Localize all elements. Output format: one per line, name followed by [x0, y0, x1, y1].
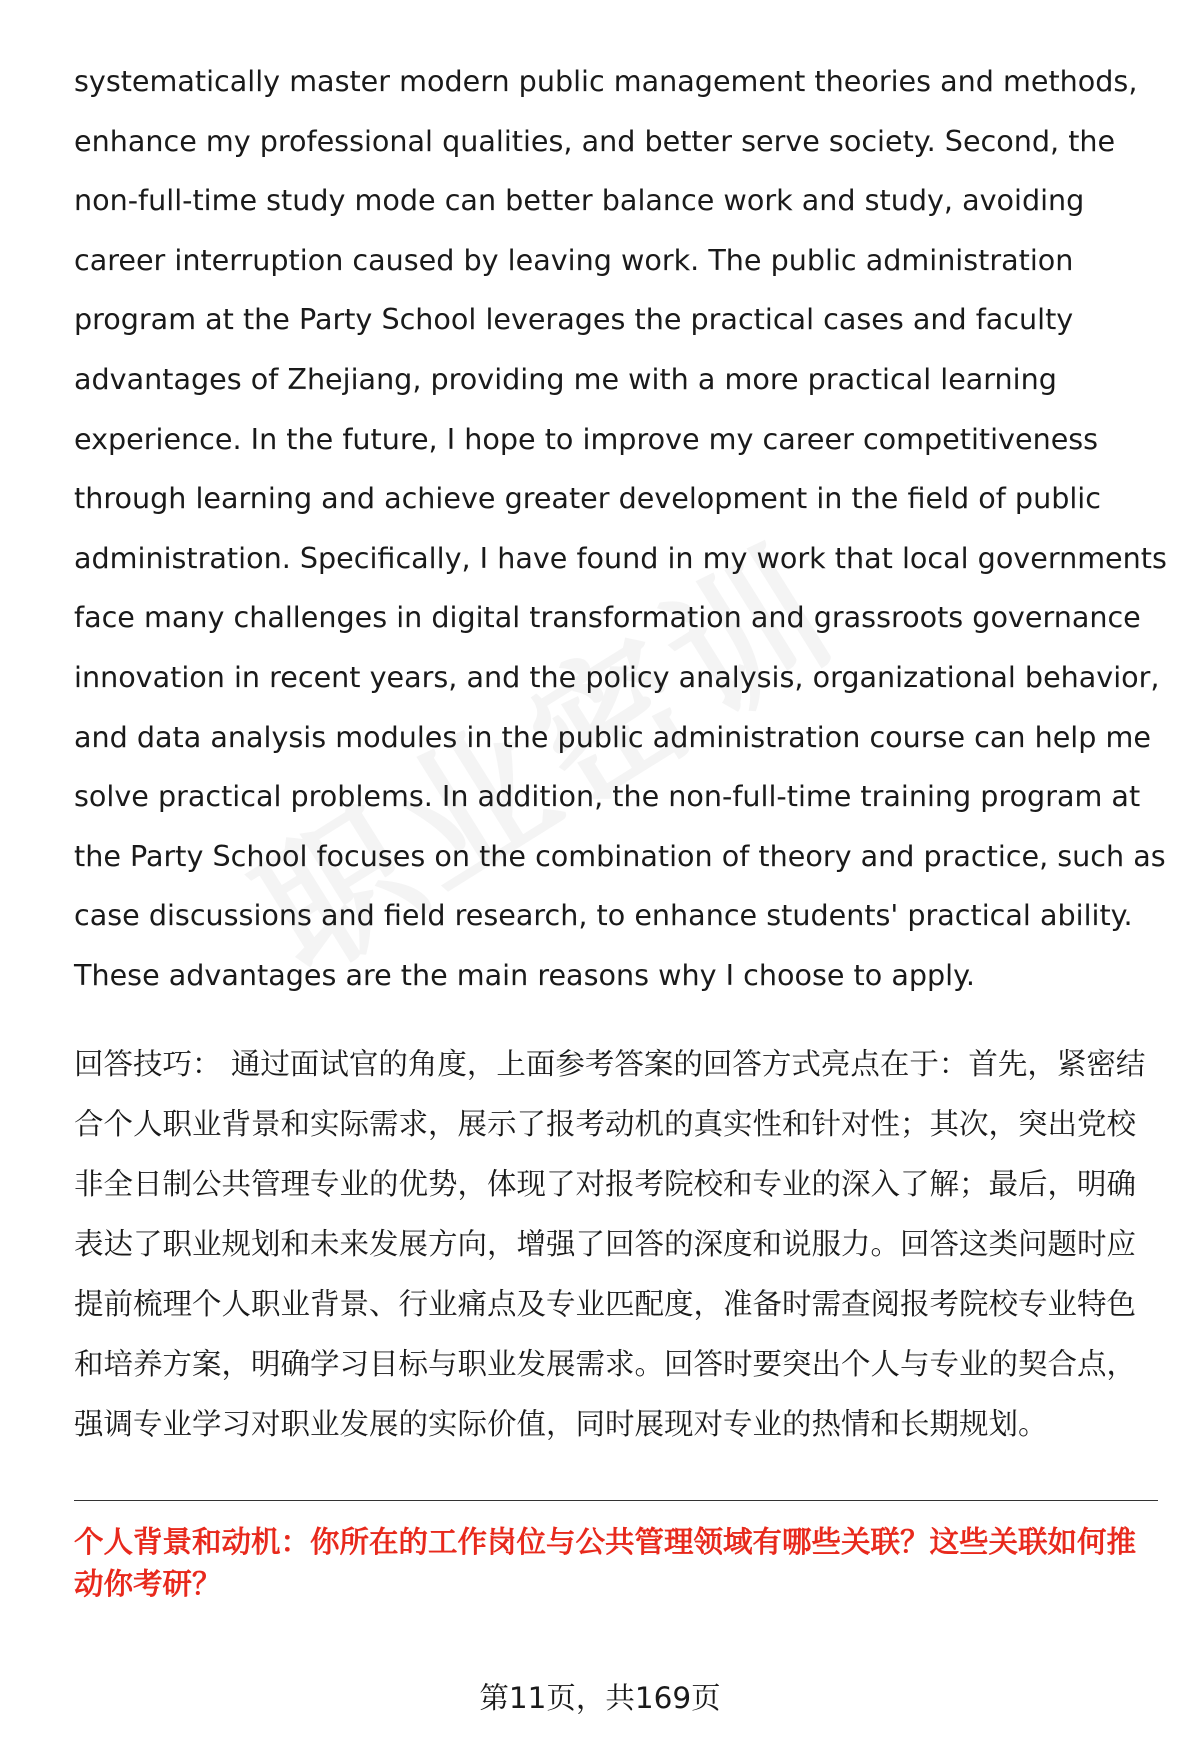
next-question-heading: 个人背景和动机：你所在的工作岗位与公共管理领域有哪些关联？这些关联如何推动你考研？ [74, 1525, 1137, 1601]
page-number-footer: 第11页，共169页 [479, 1681, 721, 1715]
answer-body-paragraph: systematically master modern public management theories and methods, enhance my professional qualities, and better serve society. Second, the non-full-time study mode can better balance work and study, avoiding career interruption caused by leaving work. The public administration program at the Party School leverages the practical cases and faculty advantages of Zhejiang, providing me with a more practical learning experience. In the future, I hope to improve my career competitiveness through learning and achieve greater development in the field of public administration. Specifically, I have found in my work that local governments face many challenges in digital transformation and grassroots governance innovation in recent years, and the policy analysis, organizational behavior, and data analysis modules in the public administration course can help me solve practical problems. In addition, the non-full-time training program at the Party School focuses on the combination of theory and practice, such as case discussions and field research, to enhance students' practical ability. These advantages are the main reasons why I choose to apply. [74, 64, 1167, 992]
section-divider [74, 1500, 1158, 1501]
answer-tips-paragraph: 回答技巧： 通过面试官的角度，上面参考答案的回答方式亮点在于：首先，紧密结合个人职业背景和实际需求，展示了报考动机的真实性和针对性；其次，突出党校非全日制公共管理专业的优势，体现了对报考院校和专业的深入了解；最后，明确表达了职业规划和未来发展方向，增强了回答的深度和说服力。回答这类问题时应提前梳理个人职业背景、行业痛点及专业匹配度，准备时需查阅报考院校专业特色和培养方案，明确学习目标与职业发展需求。回答时要突出个人与专业的契合点，强调专业学习对职业发展的实际价值，同时展现对专业的热情和长期规划。 [74, 1047, 1146, 1441]
